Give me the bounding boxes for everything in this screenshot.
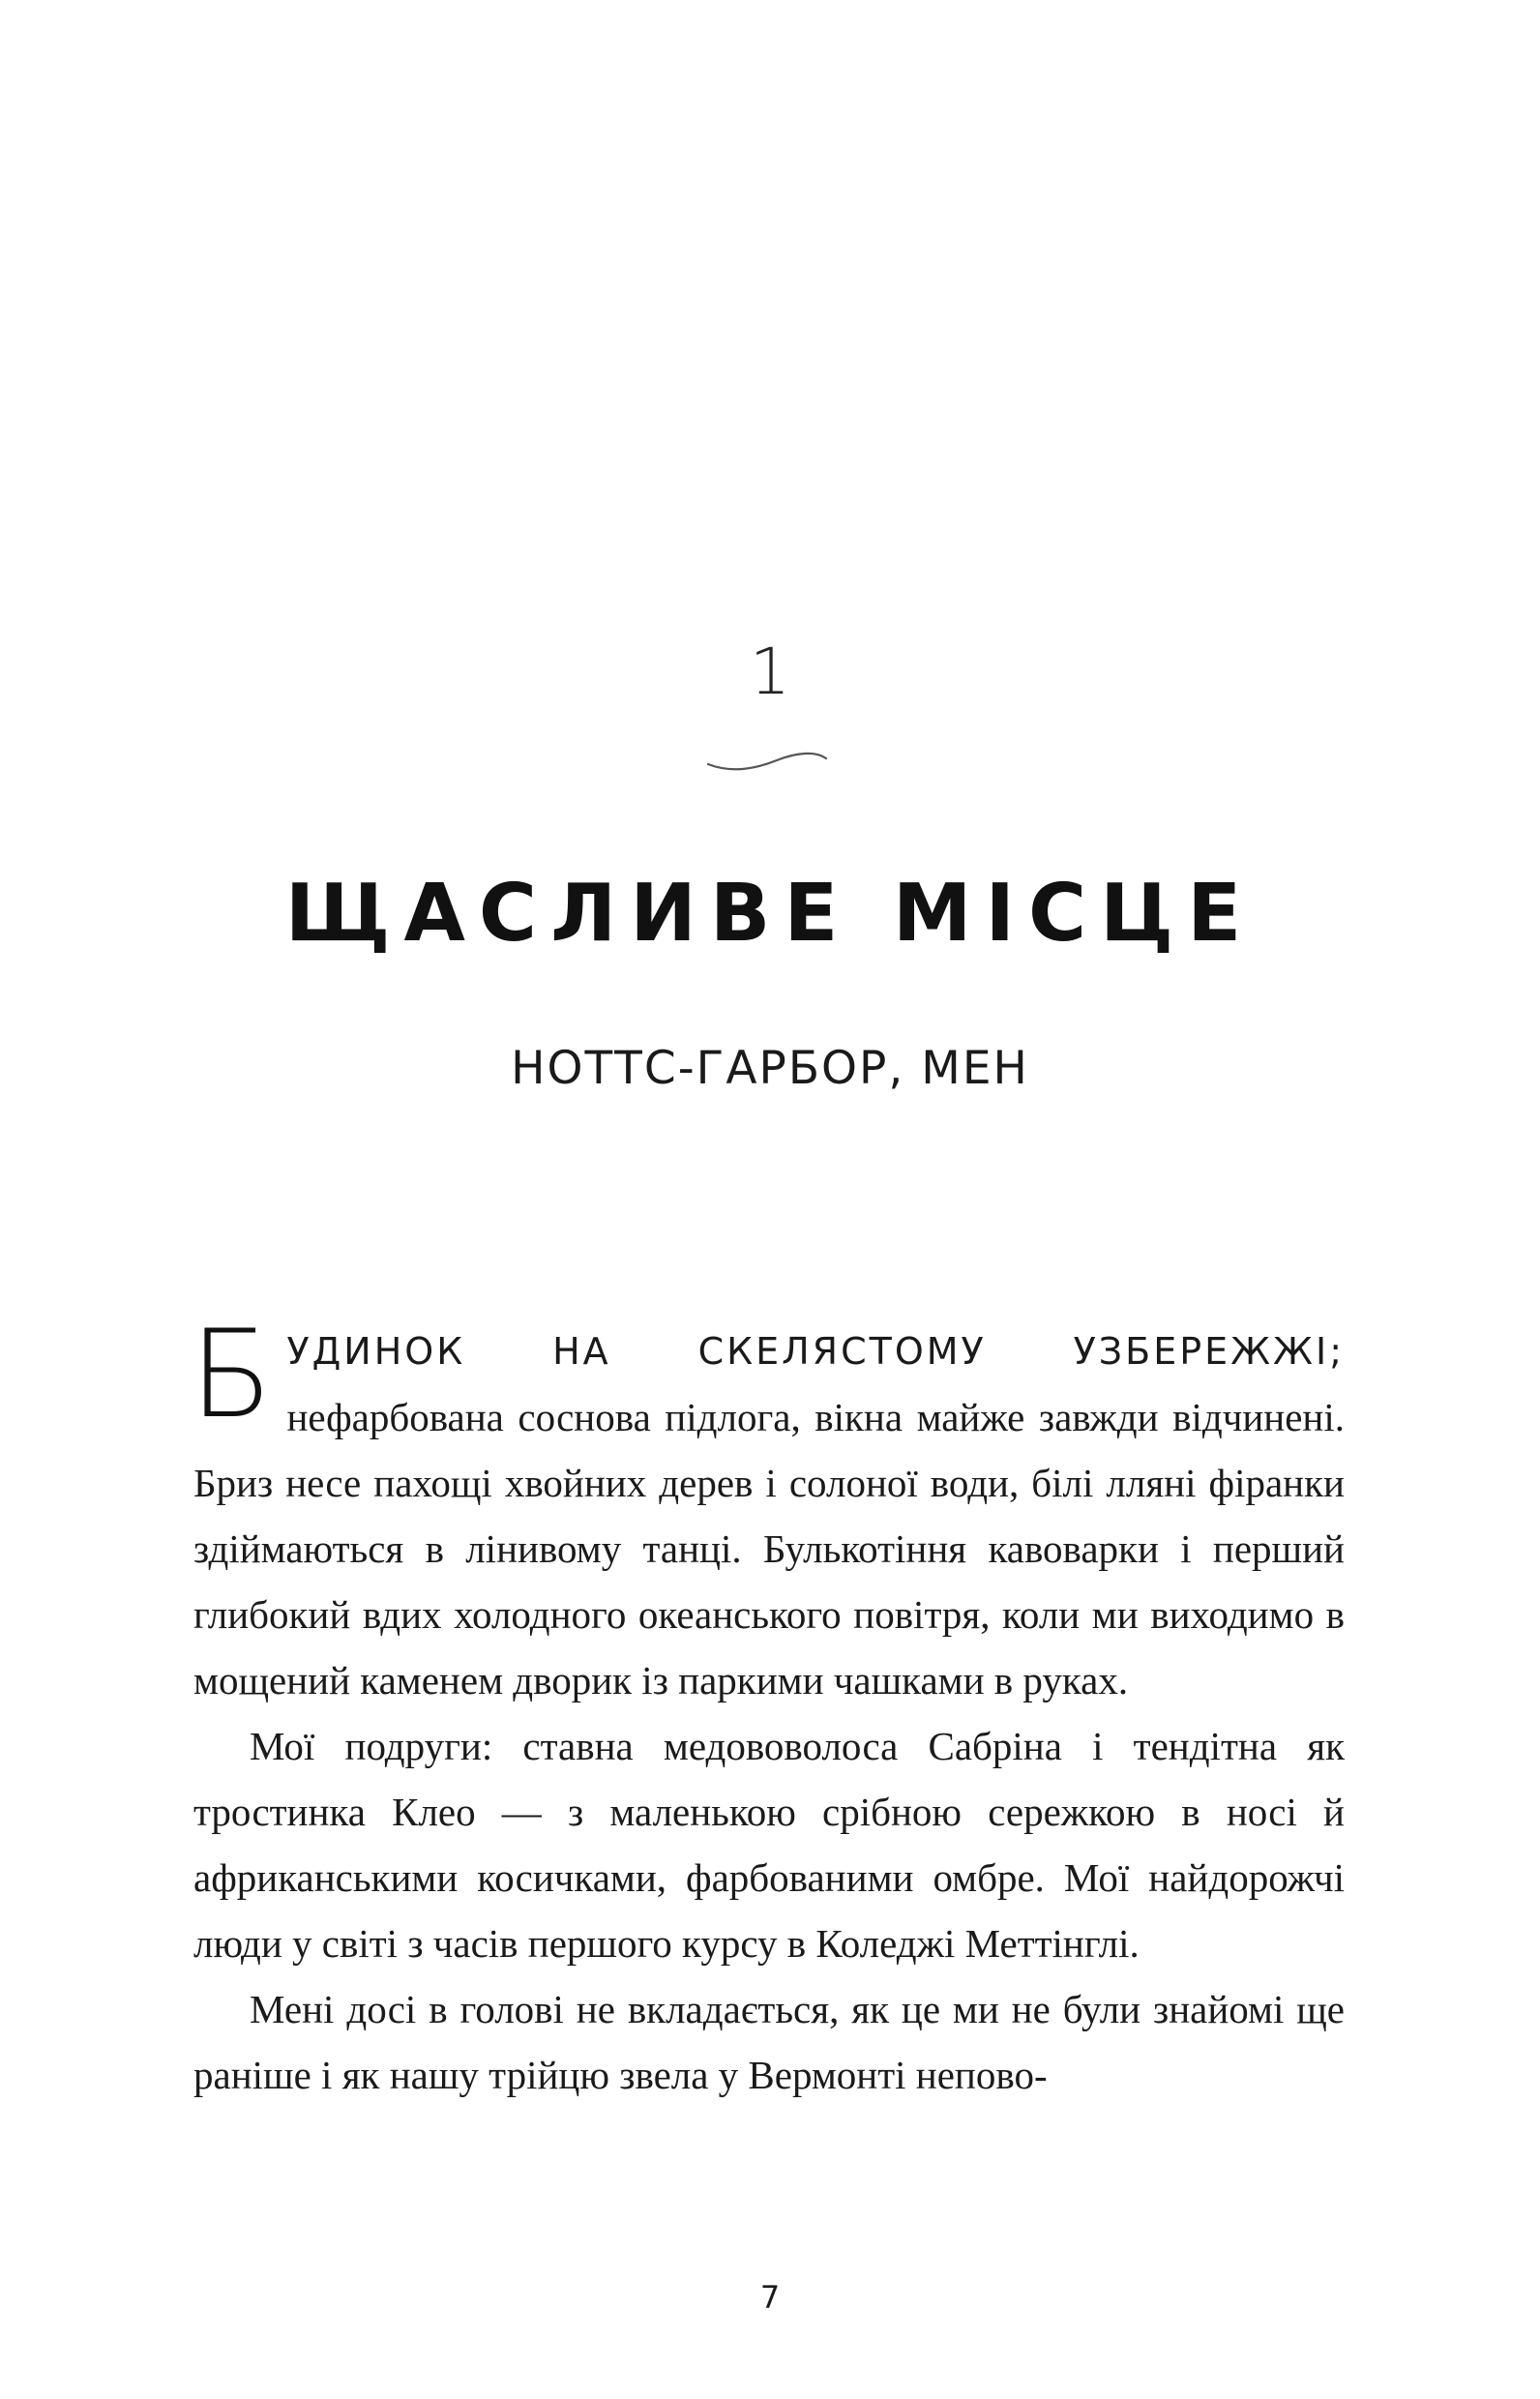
lead-caps: УДИНОК НА СКЕЛЯСТОМУ УЗБЕРЕЖЖІ; bbox=[286, 1330, 1345, 1373]
chapter-title: ЩАСЛИВЕ МІСЦЕ bbox=[284, 868, 1256, 960]
paragraph-3: Мені досі в голові не вкладається, як це ми не були знайомі ще раніше і як нашу трійцю звела у Вермонті непово- bbox=[193, 1987, 1345, 2097]
drop-cap: Б bbox=[190, 1303, 274, 1445]
page-number: 7 bbox=[759, 2279, 781, 2316]
paragraph-1-text: нефарбована соснова підлога, вікна майже завжди відчинені. Бриз несе пахощі хвойних дерев і солоної води, білі лляні фіранки здіймаються в лінивому танці. Булькотіння кавоварки і перший глибокий вдих холодного океанського повітря, коли ми виходимо в мощений каменем дворик із паркими чашками в руках. bbox=[193, 1395, 1345, 1703]
paragraph-1 bbox=[190, 1303, 1345, 1713]
paragraph-2: Мої подруги: ставна медововолоса Сабріна і тендітна як тростинка Клео — з маленькою срібною сережкою в носі й африканськими косичками, фарбованими омбре. Мої найдорожчі люди у світі з часів першого курсу в Коледжі Меттінглі. bbox=[193, 1724, 1345, 1966]
chapter-number: 1 bbox=[750, 635, 790, 709]
body-text bbox=[190, 1303, 1345, 2108]
swash-ornament-icon bbox=[704, 745, 830, 774]
chapter-location: НОТТС-ГАРБОР, МЕН bbox=[511, 1042, 1029, 1095]
